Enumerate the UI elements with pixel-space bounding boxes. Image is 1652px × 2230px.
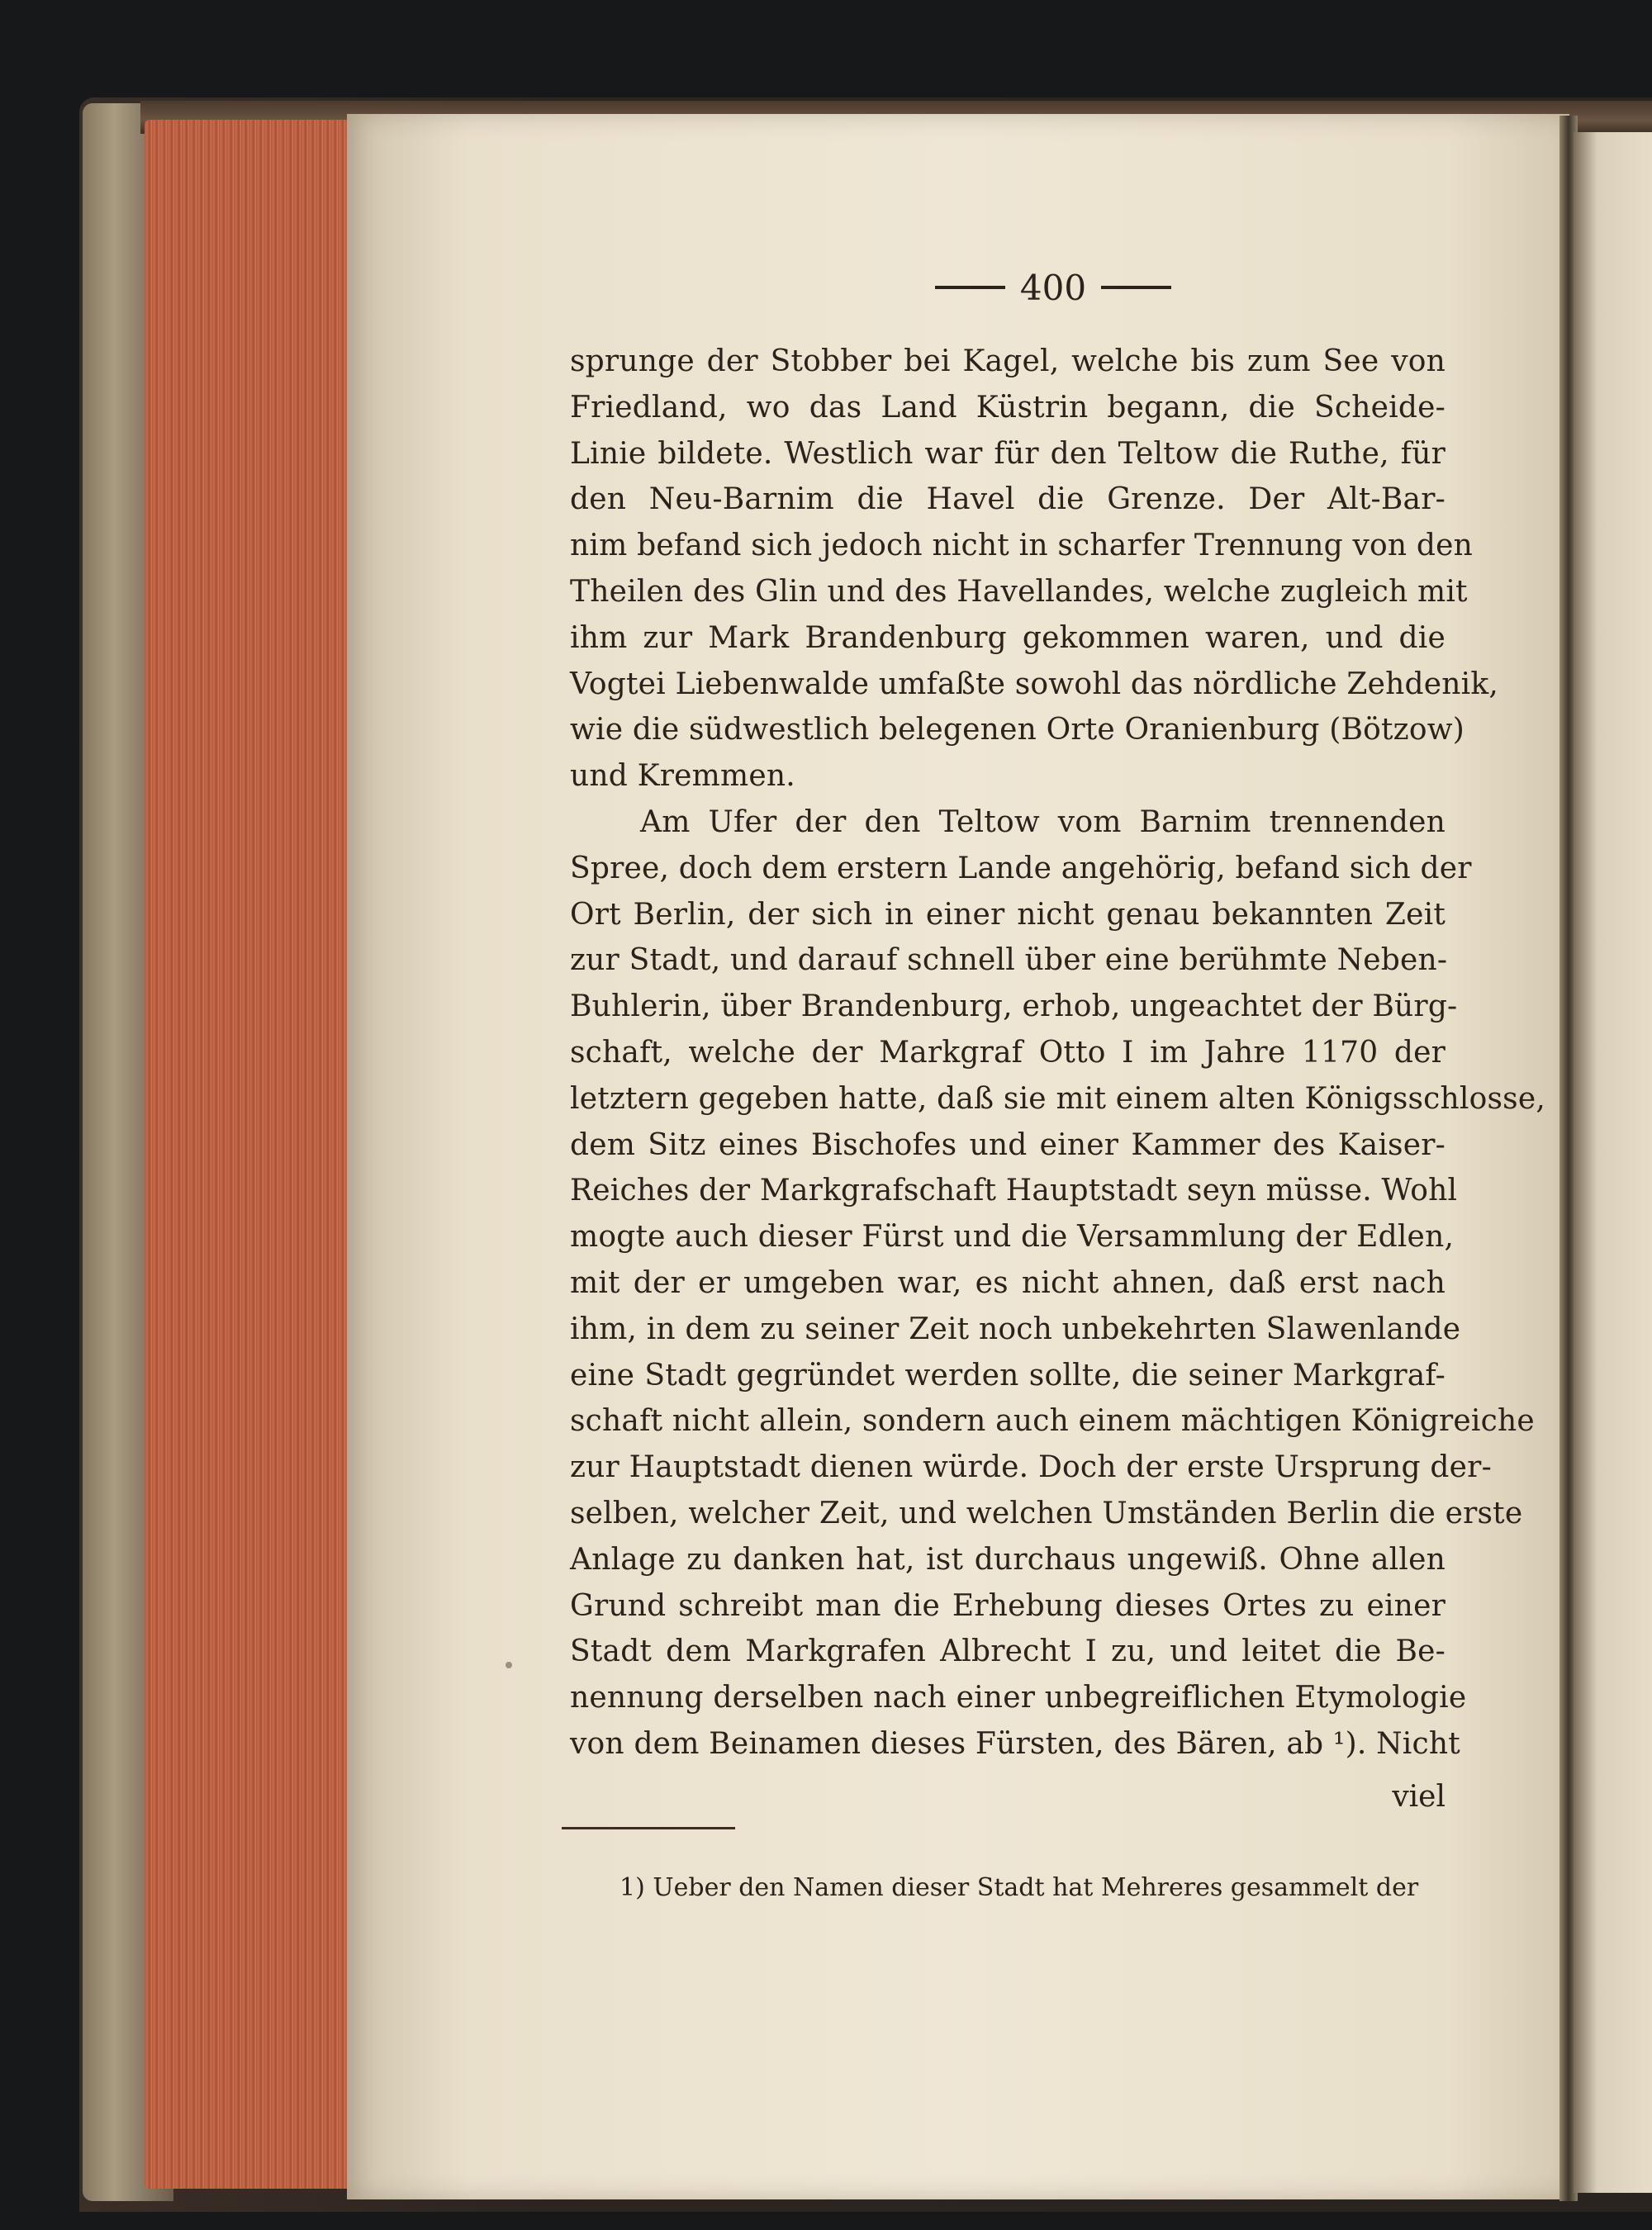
text-line: Stadt dem Markgrafen Albrecht I zu, und leitet die Be-: [570, 1635, 1446, 1669]
text-line: mit der er umgeben war, es nicht ahnen, daß erst nach: [570, 1265, 1446, 1300]
text-line: wie die südwestlich belegenen Orte Oranienburg (Bötzow): [570, 713, 1464, 747]
page-number: [880, 263, 1227, 312]
text-line: schaft, welche der Markgraf Otto I im Jahre 1170 der: [570, 1035, 1446, 1070]
text-line: sprunge der Stobber bei Kagel, welche bis zum See von: [570, 344, 1446, 378]
text-line: nennung derselben nach einer unbegreiflichen Etymologie: [570, 1681, 1467, 1715]
text-line: mogte auch dieser Fürst und die Versammlung der Edlen,: [570, 1220, 1455, 1255]
text-line: Linie bildete. Westlich war für den Teltow die Ruthe, für: [570, 436, 1446, 471]
text-line: ihm, in dem zu seiner Zeit noch unbekehrten Slawenlande: [570, 1312, 1461, 1346]
text-line: und Kremmen.: [570, 759, 795, 794]
text-line: Theilen des Glin und des Havellandes, welche zugleich mit: [570, 574, 1468, 609]
text-line: Friedland, wo das Land Küstrin begann, die Scheide-: [570, 390, 1446, 425]
text-line: zur Hauptstadt dienen würde. Doch der erste Ursprung der-: [570, 1450, 1492, 1485]
text-line: Ort Berlin, der sich in einer nicht genau bekannten Zeit: [570, 897, 1446, 932]
text-line: Am Ufer der den Teltow vom Barnim trennenden: [640, 804, 1446, 839]
text-line: Buhlerin, über Brandenburg, erhob, ungeachtet der Bürg-: [570, 989, 1458, 1024]
body-text: [570, 339, 1546, 1767]
text-line: letztern gegeben hatte, daß sie mit einem alten Königsschlosse,: [570, 1081, 1546, 1116]
text-line: ihm zur Mark Brandenburg gekommen waren, und die: [570, 620, 1446, 655]
text-line: Spree, doch dem erstern Lande angehörig, befand sich der: [570, 851, 1472, 885]
footnote: 1) Ueber den Namen dieser Stadt hat Mehreres gesammelt der: [620, 1873, 1419, 1902]
text-line: Reiches der Markgrafschaft Hauptstadt seyn müsse. Wohl: [570, 1174, 1458, 1208]
text-line: Grund schreibt man die Erhebung dieses Ortes zu einer: [570, 1588, 1446, 1623]
text-line: dem Sitz eines Bischofes und einer Kammer des Kaiser-: [570, 1127, 1446, 1162]
text-line: schaft nicht allein, sondern auch einem mächtigen Königreiche: [570, 1404, 1535, 1439]
page-number-text: 400: [1019, 267, 1087, 308]
text-line: zur Stadt, und darauf schnell über eine berühmte Neben-: [570, 943, 1448, 978]
text-line: Vogtei Liebenwalde umfaßte sowohl das nördliche Zehdenik,: [570, 667, 1499, 701]
text-line: eine Stadt gegründet werden sollte, die seiner Markgraf-: [570, 1358, 1446, 1393]
footnote-rule: [562, 1827, 735, 1829]
text-line: nim befand sich jedoch nicht in scharfer Trennung von den: [570, 529, 1474, 563]
page-number-dash-left: [935, 286, 1005, 289]
text-line: von dem Beinamen dieses Fürsten, des Bären, ab ¹). Nicht: [570, 1726, 1460, 1761]
page-number-dash-right: [1101, 286, 1171, 289]
text-line: Anlage zu danken hat, ist durchaus ungewiß. Ohne allen: [570, 1542, 1446, 1577]
facing-page: [1574, 132, 1652, 2193]
catchword: viel: [1392, 1780, 1446, 1814]
page-edges: [145, 120, 359, 2189]
text-line: selben, welcher Zeit, und welchen Umständen Berlin die erste: [570, 1496, 1523, 1530]
page-spot: [506, 1662, 512, 1668]
text-line: den Neu-Barnim die Havel die Grenze. Der Alt-Bar-: [570, 482, 1446, 517]
